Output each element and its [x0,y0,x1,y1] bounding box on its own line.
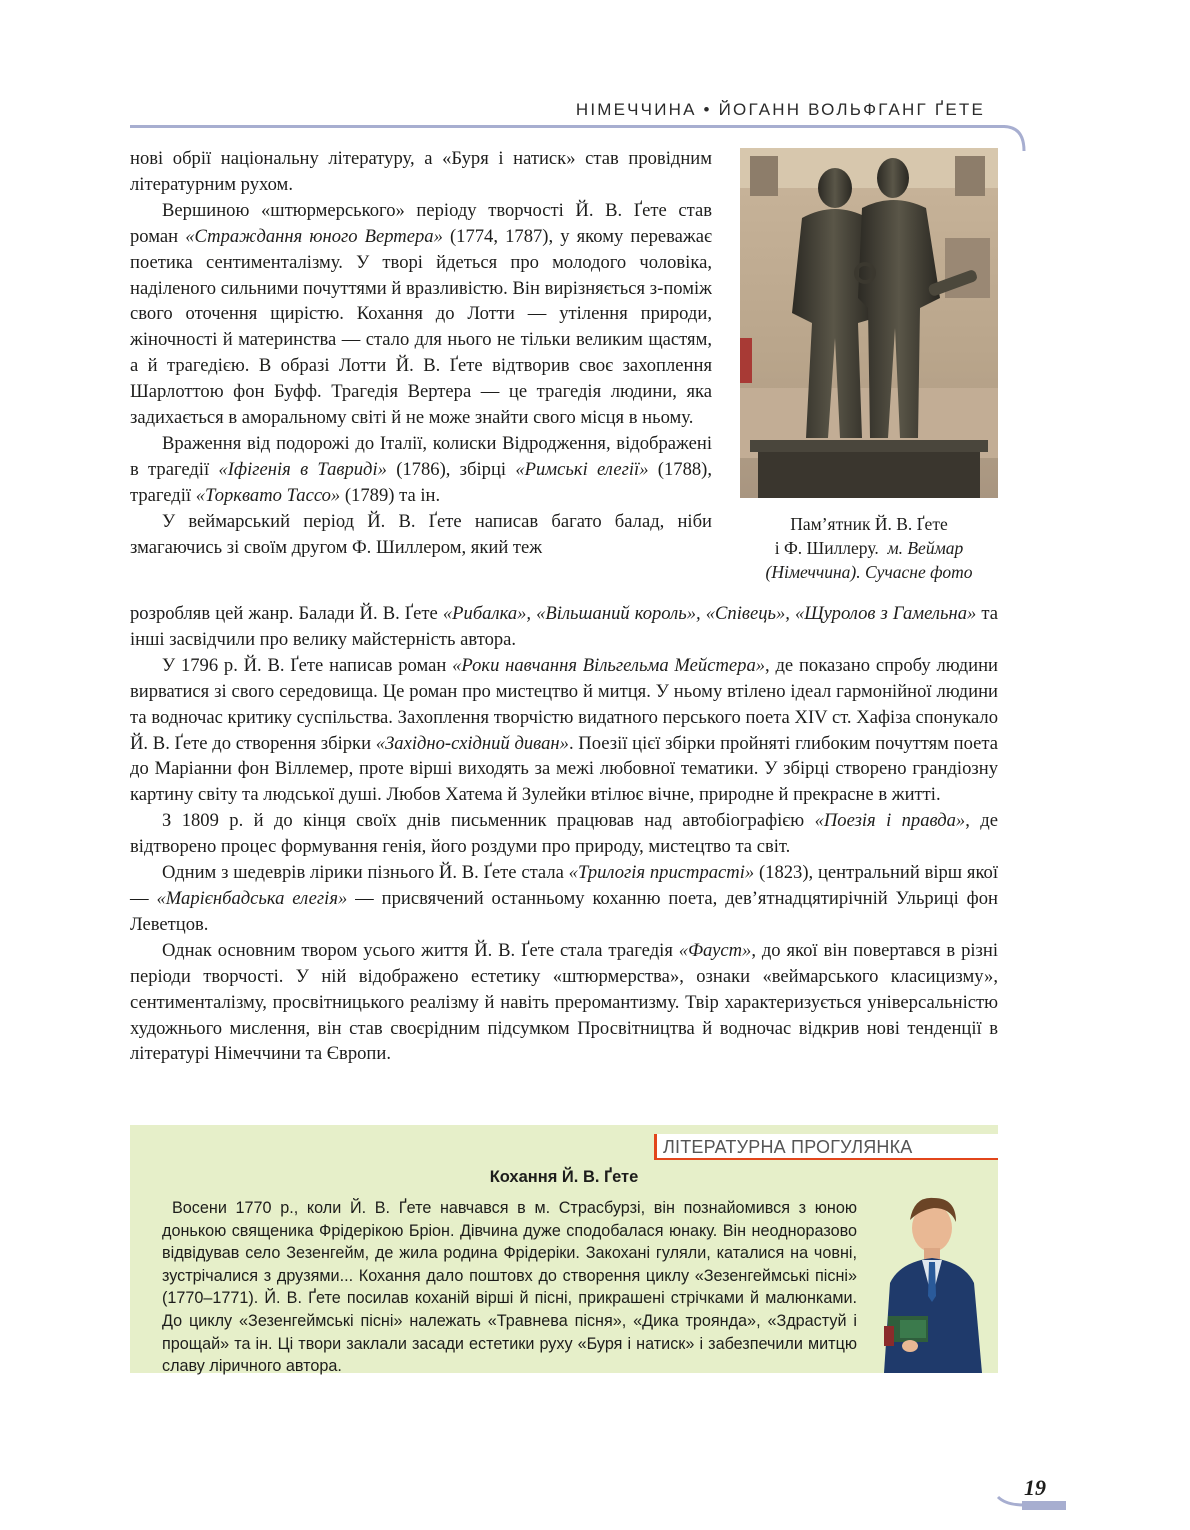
literary-walk-title: Кохання Й. В. Ґете [489,1168,639,1186]
p5-text-3: . Поезії цієї збірки пройняті глибоким почуттям поета до Маріанни фон Віллемер, проте вірші виходять за межі любовної тематики. У збірці створено грандіозну картину світу та людської душі. Любов Хатема й Зулейки втілює вічне, природне й прекрасне в житті. [130,732,998,806]
running-header: НІМЕЧЧИНА • ЙОГАНН ВОЛЬФГАНГ ҐЕТЕ [575,100,985,119]
paragraph-5 [130,653,998,808]
caption-line-3 [740,560,998,584]
p2-text-2: (1774, 1787), у якому переважає поетика сентименталізму. У творі йдеться про молодого чоловіка, наділеного сильними почуттями й вразливістю. Він вирізняється з-поміж свого оточення щирістю. Кохання до Лотти — утілення природи, жіночності й материнства — стало для нього не тільки великим щастям, а й трагедією. В образі Лотти Й. В. Ґете відтворив своє захоплення Шарлоттою фон Буфф. Трагедія Вертера — це трагедія людини, яка задихається в аморальному світі й не може знайти свого місця в ньому. [130,225,712,429]
p6-text-1: З 1809 р. й до кінця своїх днів письменник працював над автобіографією [162,810,815,832]
paragraph-1: нові обрії національну літературу, а «Буря і натиск» став провідним літературним рухом. [130,148,712,195]
p3-title-iphigenie: «Іфігенія в Тавриді» [218,458,387,480]
p7-text-1: Одним з шедеврів лірики пізнього Й. В. Ґете стала [162,862,569,884]
p5-text-2: , де показано спробу людини вирватися зі свого середовища. Це роман про мистецтво й митця. У ньому втілено ідеал гармонійної людини та водночас критику суспільства. Захоплення творчістю видатного перського поета XIV ст. Хафіза спонукало Й. В. Ґете до створення збірки [130,654,998,754]
paragraph-4-cont [130,601,998,653]
body-text-top [130,146,712,561]
p7-text-2: (1823), центральний вірш якої — [130,862,998,909]
literary-walk-label: ЛІТЕРАТУРНА ПРОГУЛЯНКА [654,1134,998,1160]
literary-walk-text: Восени 1770 р., коли Й. В. Ґете навчався в м. Страсбурзі, він познайомився з юною донькою священика Фрідерікою Бріон. Дівчина дуже сподобалася юнаку. Він неодноразово відвідував село Зезенгейм, де жила родина Фрідеріки. Закохані гуляли, каталися на човні, зустрічалися з друзями... Кохання дало поштовх до створення циклу «Зезенгеймські пісні» (1770–1771). Й. В. Ґете посилав коханій вірші й пісні, прикрашені стрічками й малюнками. До циклу «Зезенгеймські пісні» належать «Травнева пісня», «Дика троянда», «Здрастуй і прощай» та ін. Ці твори заклали засади естетики руху «Буря і натиск» і забезпечили митцю славу ліричного автора. [162,1199,857,1376]
p2-text-1: Вершиною «штюрмерського» періоду творчості Й. В. Ґете став роман [130,199,712,247]
caption-line-1: Пам’ятник Й. В. Ґете [790,514,948,534]
p5-text-1: У 1796 р. Й. В. Ґете написав роман [162,654,453,676]
p7-text-3: — присвячений останньому коханню поета, дев’ятнадцятирічній Ульриці фон Леветцов. [130,887,998,935]
student-illustration [870,1188,995,1373]
photo-caption [740,512,998,584]
p7-title-trilogy: «Трилогія пристрасті» [568,862,755,884]
p3-text-2: (1786), збірці [386,458,516,480]
caption-place: м. Веймар [887,538,964,558]
paragraph-6 [130,808,998,860]
p8-text-1: Однак основним твором усього життя Й. В. Ґете стала трагедія [162,939,679,961]
paragraph-4-start: У веймарський період Й. В. Ґете написав багато балад, ніби змагаючись зі своїм другом Ф. Шиллером, який теж [130,510,712,558]
caption-country: (Німеччина). Сучасне фото [765,562,973,582]
paragraph-3 [130,431,712,509]
p8-title-faust: «Фауст» [678,939,752,961]
p4-text-3: та інші засвідчили про велику майстерність автора. [130,603,998,650]
p3-text-3: (1788), трагедії [130,458,713,506]
header-rule [130,125,1005,128]
paragraph-2 [130,198,712,431]
p8-text-2: , до якої він повертався в різні періоди творчості. У ній відображено естетику «штюрмерства», ознаки «веймарського класицизму», сентименталізму, просвітницького реалізму й навіть преромантизму. Твір характеризується універсальністю художнього мислення, він став своєрідним підсумком Просвітництва й водночас відкрив нові тенденції в літературі Німеччини та Європи. [130,939,998,1065]
p6-text-2: , де відтворено процес формування генія, його роздуми про природу, мистецтво та світ. [130,810,998,858]
p3-text-1: Враження від подорожі до Італії, колиски Відродження, відображені в трагедії [130,432,712,480]
paragraph-8 [130,938,998,1068]
p6-title-poetry: «Поезія і правда» [814,810,966,832]
page-number: 19 [1024,1475,1046,1500]
caption-line-2-text: і Ф. Шиллеру. [774,538,879,558]
page-curl-icon [996,1495,1066,1515]
p5-title-meister: «Роки навчання Вільгельма Мейстера» [452,654,766,676]
p4-text-2: розробляв цей жанр. Балади Й. В. Ґете [130,603,443,624]
paragraph-7 [130,860,998,938]
p2-title-werther: «Страждання юного Вертера» [185,225,443,247]
p3-title-tasso: «Торквато Тассо» [195,484,341,506]
p5-title-divan: «Західно-східний диван» [375,732,569,754]
p4-ballads: «Рибалка», «Вільшаний король», «Співець», «Щуролов з Гамельна» [442,603,977,624]
p3-title-elegies: «Римські елегії» [515,458,649,480]
monument-photo [740,148,998,498]
p7-title-elegy: «Марієнбадська елегія» [156,887,348,909]
caption-line-2 [740,536,998,560]
p3-text-4: (1789) та ін. [340,484,441,506]
body-text-main [130,601,998,1067]
